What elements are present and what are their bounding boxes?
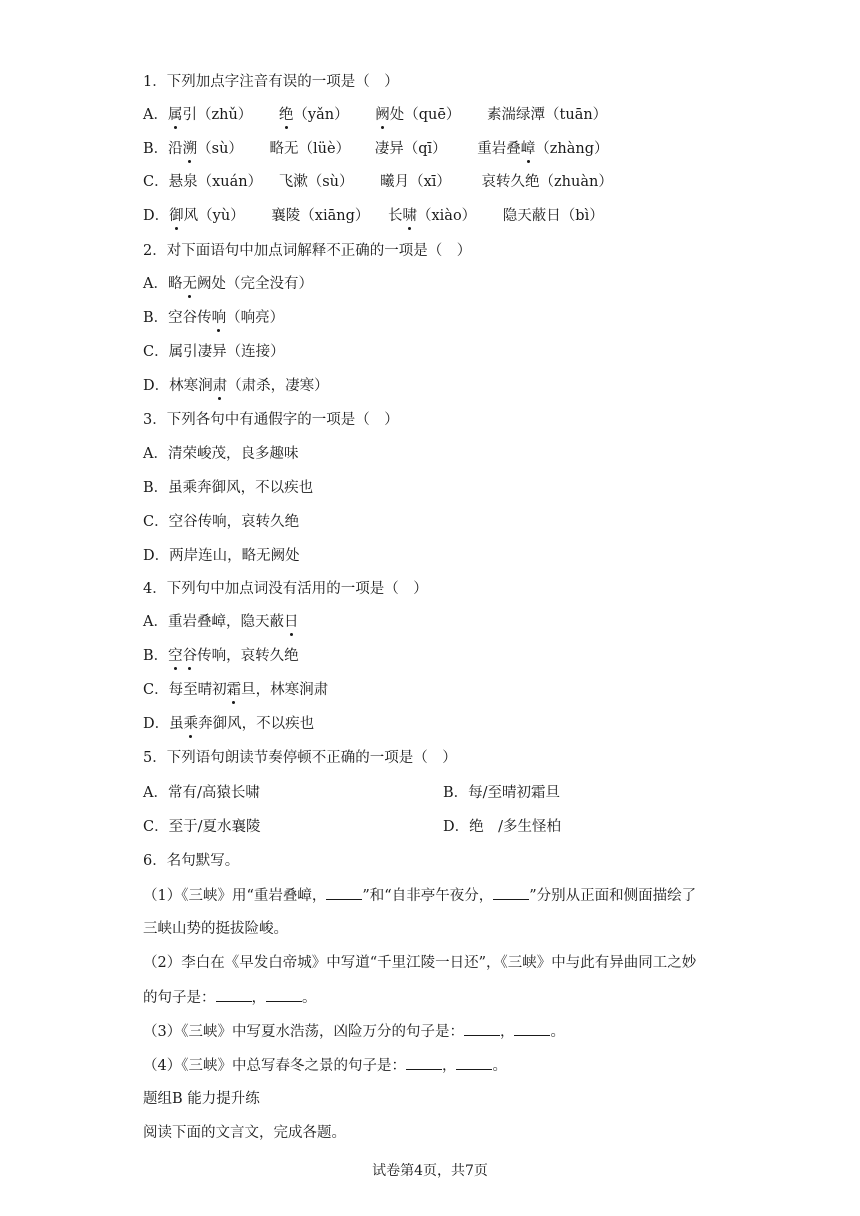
q5-option-b: B．每/至晴初霜旦	[443, 785, 561, 801]
q3-option-b: B．虽乘奔御风，不以疾也	[143, 480, 314, 496]
q2-option-b: B．空谷传响（响亮）	[143, 310, 285, 326]
q2-option-d: D．林寒涧肃（肃杀，凄寒）	[143, 378, 329, 394]
q4-option-b: B．空谷传响，哀转久绝	[143, 648, 299, 664]
q4-stem: 4．下列句中加点词没有活用的一项是（ ）	[143, 581, 428, 597]
q1-option-c: C．悬泉（xuán） 飞漱（sù） 曦月（xī） 哀转久绝（zhuàn）	[143, 174, 613, 190]
q5-option-a: A．常有/高猿长啸	[143, 785, 260, 801]
q6-item-2: （2）李白在《早发白帝城》中写道“千里江陵一日还”，《三峡》中与此有异曲同工之妙	[143, 955, 697, 971]
q5-stem: 5．下列语句朗读节奏停顿不正确的一项是（ ）	[143, 750, 457, 766]
reading-instruction: 阅读下面的文言文，完成各题。	[143, 1125, 346, 1141]
answer-blank[interactable]	[514, 1021, 550, 1036]
q6-item-1-cont: 三峡山势的挺拔险峻。	[143, 921, 288, 937]
q2-stem: 2．对下面语句中加点词解释不正确的一项是（ ）	[143, 243, 472, 259]
q3-option-a: A．清荣峻茂，良多趣味	[143, 446, 299, 462]
q2-option-c: C．属引凄异（连接）	[143, 344, 285, 360]
answer-blank[interactable]	[326, 885, 362, 900]
q6-item-2-cont: 的句子是： ， 。	[143, 987, 317, 1008]
answer-blank[interactable]	[456, 1055, 492, 1070]
q6-item-3: （3）《三峡》中写夏水浩荡，凶险万分的句子是： ， 。	[143, 1021, 565, 1042]
section-heading: 题组B 能力提升练	[143, 1091, 260, 1107]
answer-blank[interactable]	[216, 987, 252, 1002]
q6-item-1: （1）《三峡》用“重岩叠嶂， ”和“自非亭午夜分， ”分别从正面和侧面描绘了	[143, 885, 696, 906]
q3-option-d: D．两岸连山，略无阙处	[143, 548, 300, 564]
answer-blank[interactable]	[464, 1021, 500, 1036]
q4-option-d: D．虽乘奔御风，不以疾也	[143, 716, 315, 732]
page-footer: 试卷第4页，共7页	[372, 1163, 488, 1179]
q1-option-d: D．御风（yù） 襄陵（xiāng） 长啸（xiào） 隐天蔽日（bì）	[143, 208, 604, 224]
q3-stem: 3．下列各句中有通假字的一项是（ ）	[143, 412, 399, 428]
q6-item-4: （4）《三峡》中总写春冬之景的句子是： ， 。	[143, 1055, 507, 1076]
q1-option-b: B．沿溯（sù） 略无（lüè） 凄异（qī） 重岩叠嶂（zhàng）	[143, 141, 609, 157]
q2-option-a: A．略无阙处（完全没有）	[143, 276, 313, 292]
q5-option-c: C．至于/夏水襄陵	[143, 819, 261, 835]
q1-option-a: A．属引（zhǔ） 绝（yǎn） 阙处（quē） 素湍绿潭（tuān）	[143, 107, 608, 123]
answer-blank[interactable]	[266, 987, 302, 1002]
q3-option-c: C．空谷传响，哀转久绝	[143, 514, 300, 530]
q1-stem: 1．下列加点字注音有误的一项是（ ）	[143, 74, 399, 90]
q6-stem: 6．名句默写。	[143, 853, 240, 869]
answer-blank[interactable]	[493, 885, 529, 900]
q5-option-d: D．绝 /多生怪柏	[443, 819, 562, 835]
answer-blank[interactable]	[406, 1055, 442, 1070]
q4-option-a: A．重岩叠嶂，隐天蔽日	[143, 614, 299, 630]
q4-option-c: C．每至晴初霜旦，林寒涧肃	[143, 682, 329, 698]
